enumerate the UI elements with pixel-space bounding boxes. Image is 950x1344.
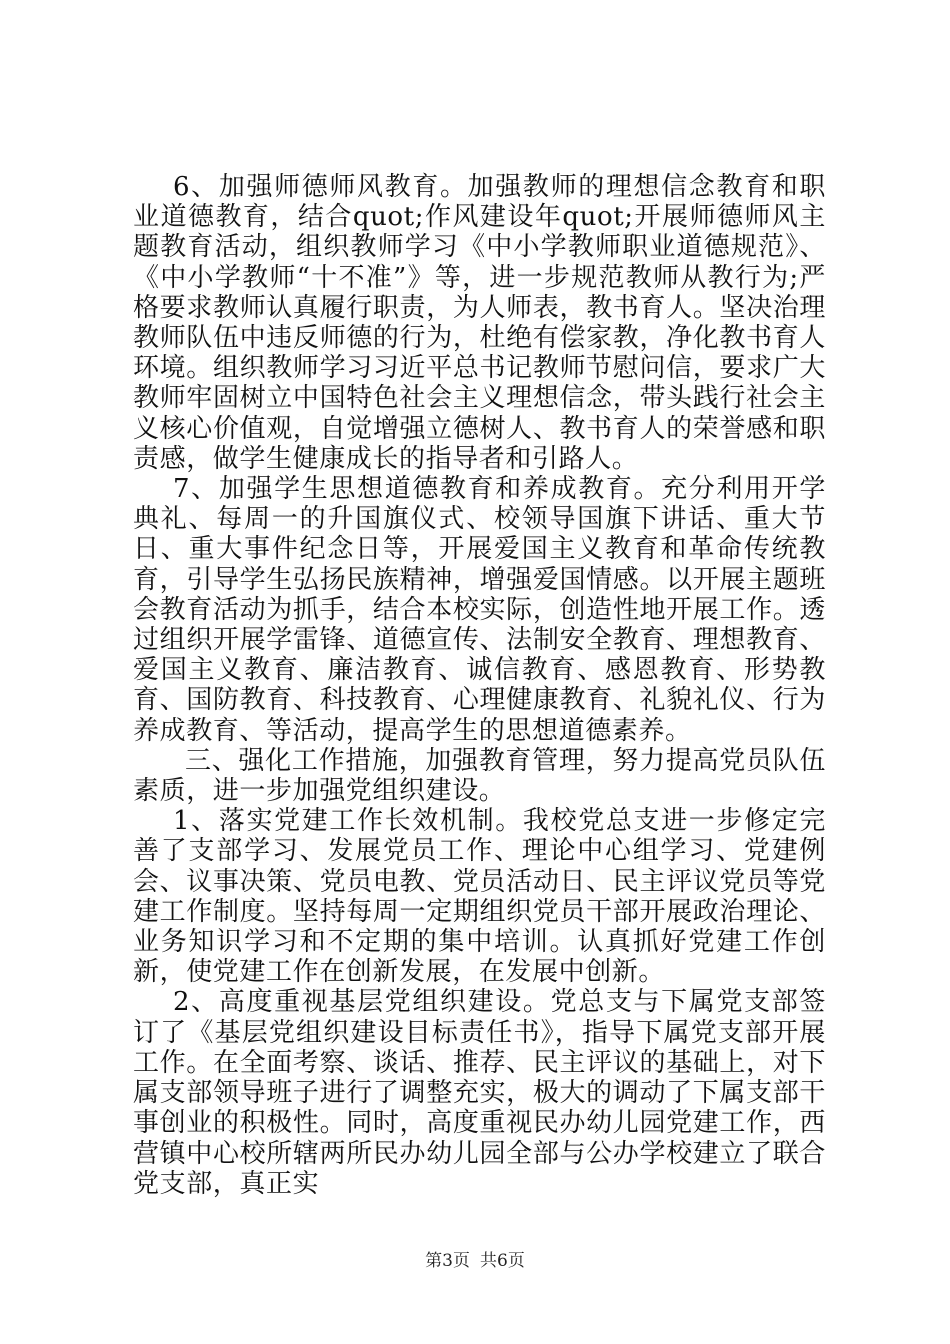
section-heading-3: 三、强化工作措施，加强教育管理，努力提高党员队伍素质，进一步加强党组织建设。 xyxy=(133,745,826,807)
paragraph-party-mechanism: 1、落实党建工作长效机制。我校党总支进一步修定完善了支部学习、发展党员工作、理论中心组学习、党建例会、议事决策、党员电教、党员活动日、民主评议党员等党建工作制度。坚持每周一定期组织党员干部开展政治理论、业务知识学习和不定期的集中培训。认真抓好党建工作创新，使党建工作在创新发展，在发展中创新。 xyxy=(133,806,826,988)
page-number: 第3页 xyxy=(425,1251,470,1271)
paragraph-grassroots-party: 2、高度重视基层党组织建设。党总支与下属党支部签订了《基层党组织建设目标责任书》，指导下属党支部开展工作。在全面考察、谈话、推荐、民主评议的基础上，对下属支部领导班子进行了调整充实，极大的调动了下属支部干事创业的积极性。同时，高度重视民办幼儿园党建工作，西营镇中心校所辖两所民办幼儿园全部与公办学校建立了联合党支部，真正实 xyxy=(133,987,826,1199)
paragraph-teacher-ethics: 6、加强师德师风教育。加强教师的理想信念教育和职业道德教育，结合quot;作风建设年quot;开展师德师风主题教育活动，组织教师学习《中小学教师职业道德规范》、《中小学教师“十不准”》等，进一步规范教师从教行为;严格要求教师认真履行职责，为人师表，教书育人。坚决治理教师队伍中违反师德的行为，杜绝有偿家教，净化教书育人环境。组织教师学习习近平总书记教师节慰问信，要求广大教师牢固树立中国特色社会主义理想信念，带头践行社会主义核心价值观，自觉增强立德树人、教书育人的荣誉感和职责感，做学生健康成长的指导者和引路人。 xyxy=(133,172,826,474)
page-total: 共6页 xyxy=(480,1251,525,1271)
paragraph-student-moral-education: 7、加强学生思想道德教育和养成教育。充分利用开学典礼、每周一的升国旗仪式、校领导国旗下讲话、重大节日、重大事件纪念日等，开展爱国主义教育和革命传统教育，引导学生弘扬民族精神，增强爱国情感。以开展主题班会教育活动为抓手，结合本校实际，创造性地开展工作。透过组织开展学雷锋、道德宣传、法制安全教育、理想教育、爱国主义教育、廉洁教育、诚信教育、感恩教育、形势教育、国防教育、科技教育、心理健康教育、礼貌礼仪、行为养成教育、等活动，提高学生的思想道德素养。 xyxy=(133,474,826,746)
document-body xyxy=(133,172,826,1199)
page-footer xyxy=(0,1246,950,1271)
